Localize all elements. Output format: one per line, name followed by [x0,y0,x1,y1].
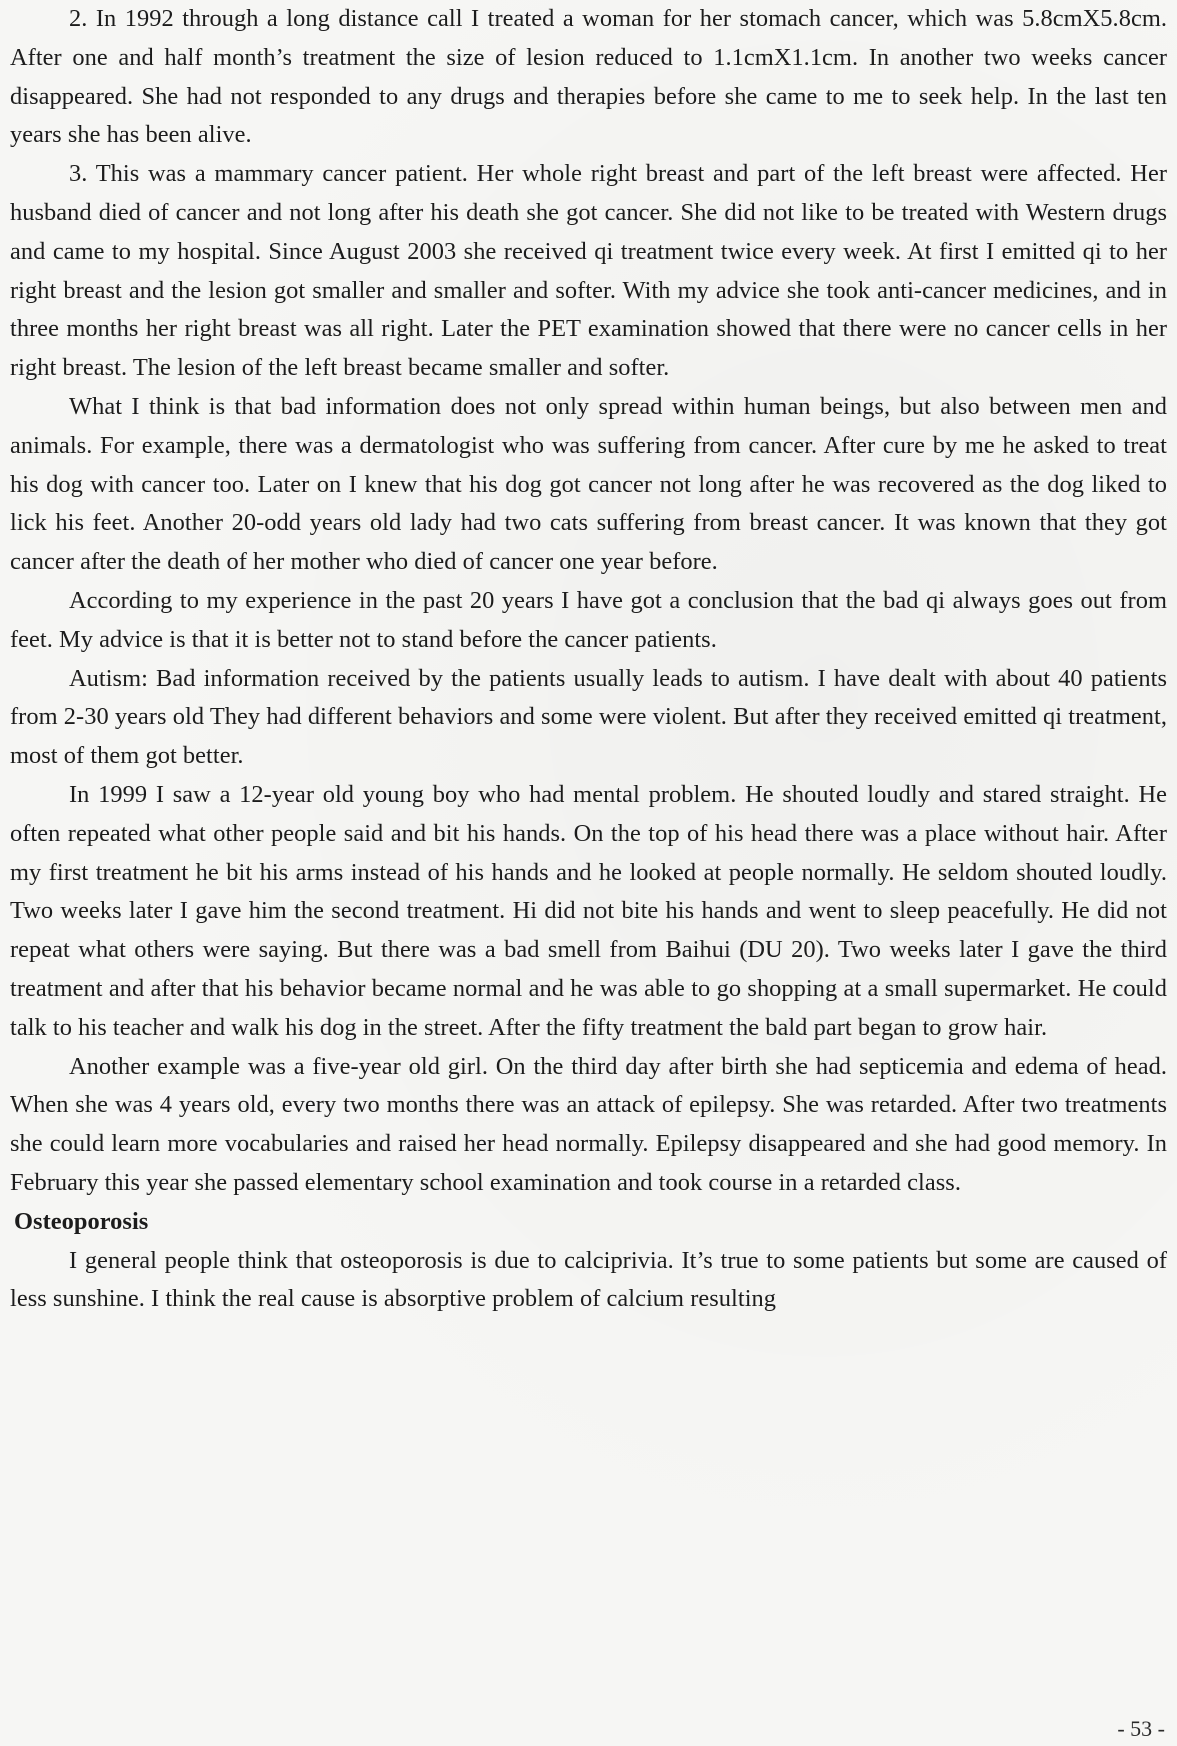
paragraph-bad-qi-feet: According to my experience in the past 20 years I have got a conclusion that the bad qi always goes out from feet. My advice is that it is better not to stand before the cancer patients. [10,586,1167,653]
paragraph-bad-information: What I think is that bad information does not only spread within human beings, but also between men and animals. For example, there was a dermatologist who was suffering from cancer. After cure by me he asked to treat his dog with cancer too. Later on I knew that his dog got cancer not long after he was recovered as the dog liked to lick his feet. Another 20-odd years old lady had two cats suffering from breast cancer. It was known that they got cancer after the death of her mother who died of cancer one year before. [10,392,1167,576]
section-heading-osteoporosis: Osteoporosis [14,1207,149,1235]
body-text [10,0,1167,1319]
page-number: - 53 - [1117,1716,1165,1741]
paragraph-stomach-cancer-case: 2. In 1992 through a long distance call I treated a woman for her stomach cancer, which was 5.8cmX5.8cm. After one and half month’s treatment the size of lesion reduced to 1.1cmX1.1cm. In another two weeks cancer disappeared. She had not responded to any drugs and therapies before she came to me to seek help. In the last ten years she has been alive. [10,5,1167,149]
paragraph-boy-case: In 1999 I saw a 12-year old young boy who had mental problem. He shouted loudly and stared straight. He often repeated what other people said and bit his hands. On the top of his head there was a place without hair. After my first treatment he bit his arms instead of his hands and he looked at people normally. He seldom shouted loudly. Two weeks later I gave him the second treatment. Hi did not bite his hands and went to sleep peacefully. He did not repeat what others were saying. But there was a bad smell from Baihui (DU 20). Two weeks later I gave the third treatment and after that his behavior became normal and he was able to go shopping at a small supermarket. He could talk to his teacher and walk his dog in the street. After the fifty treatment the bald part began to grow hair. [10,780,1167,1041]
paragraph-girl-case: Another example was a five-year old girl. On the third day after birth she had septicemia and edema of head. When she was 4 years old, every two months there was an attack of epilepsy. She was retarded. After two treatments she could learn more vocabularies and raised her head normally. Epilepsy disappeared and she had good memory. In February this year she passed elementary school examination and took course in a retarded class. [10,1052,1167,1196]
paragraph-osteoporosis: I general people think that osteoporosis is due to calciprivia. It’s true to some patients but some are caused of less sunshine. I think the real cause is absorptive problem of calcium resulting [10,1246,1167,1313]
paragraph-autism: Autism: Bad information received by the patients usually leads to autism. I have dealt with about 40 patients from 2-30 years old They had different behaviors and some were violent. But after they received emitted qi treatment, most of them got better. [10,664,1167,770]
paragraph-mammary-cancer-case: 3. This was a mammary cancer patient. Her whole right breast and part of the left breast were affected. Her husband died of cancer and not long after his death she got cancer. She did not like to be treated with Western drugs and came to my hospital. Since August 2003 she received qi treatment twice every week. At first I emitted qi to her right breast and the lesion got smaller and smaller and softer. With my advice she took anti-cancer medicines, and in three months her right breast was all right. Later the PET examination showed that there were no cancer cells in her right breast. The lesion of the left breast became smaller and softer. [10,160,1167,382]
